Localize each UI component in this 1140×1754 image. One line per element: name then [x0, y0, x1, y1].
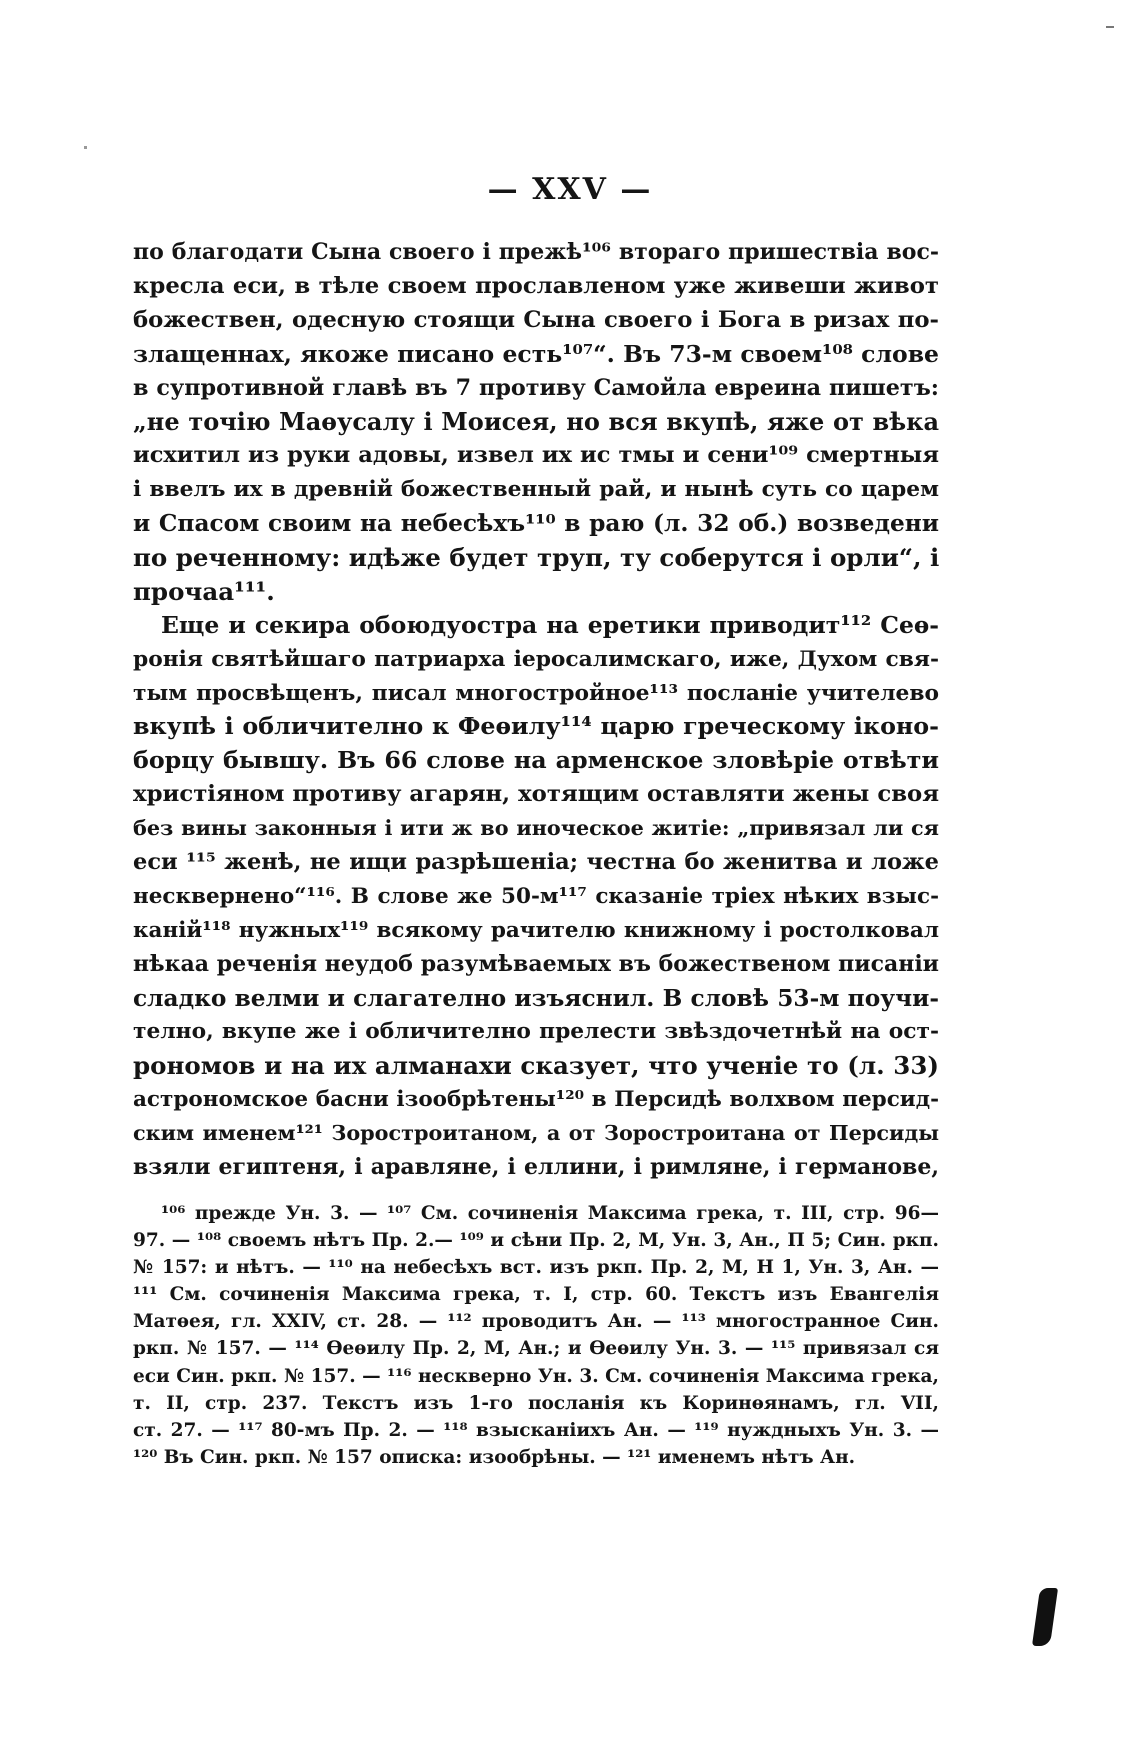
- footnote-line: ркп. № 157. — ¹¹⁴ Ѳеѳилу Пр. 2, М, Ан.; и Ѳеѳилу Ун. 3. — ¹¹⁵ привязал ся: [133, 1338, 939, 1360]
- body-line: нескверненo“¹¹⁶. В слове же 50-м¹¹⁷ сказаніе тріех нѣких взыс-: [133, 883, 939, 909]
- body-line: в супротивной главѣ въ 7 противу Самойла евреина пишетъ:: [133, 374, 939, 401]
- body-text: [133, 236, 939, 1185]
- body-line: без вины законныя і ити ж во иноческое житіе: „привязал ли ся: [133, 816, 939, 841]
- body-line: еси ¹¹⁵ женѣ, не ищи разрѣшеніа; честна бо женитва и ложе: [133, 849, 939, 876]
- body-line: телно, вкупе же і обличително прелести звѣздочетнѣй на ост-: [133, 1019, 939, 1045]
- body-line: прочаа¹¹¹.: [133, 576, 275, 606]
- body-line: божествен, одесную стоящи Сына своего і Бога в ризах по-: [133, 306, 939, 333]
- ink-blot: [1032, 1588, 1058, 1646]
- footnote-line: т. II, стр. 237. Текстъ изъ 1-го посланія къ Коринѳянамъ, гл. VII,: [133, 1392, 939, 1414]
- body-line: и Спасом своим на небесѣхъ¹¹⁰ в раю (л. 32 об.) возведени: [133, 510, 939, 538]
- footnotes: [133, 1200, 939, 1471]
- body-line: каній¹¹⁸ нужных¹¹⁹ всякому рачителю книжному і ростолковал: [133, 917, 939, 943]
- body-line: кресла еси, в тѣле своем прославленом уже живеши живот: [133, 272, 939, 299]
- body-line: ским именем¹²¹ Зоростроитаном, а от Зоростроитана от Персиды: [133, 1121, 939, 1146]
- body-line: сладко велми и слагателно изъяснил. В словѣ 53-м поучи-: [133, 984, 939, 1012]
- body-line: христіяном противу агарян, хотящим оставляти жены своя: [133, 781, 939, 808]
- body-line: взяли египтеня, і аравляне, і еллини, і римляне, і германове,: [133, 1154, 939, 1181]
- body-line: исхитил из руки адовы, извел их ис тмы и сени¹⁰⁹ смертныя: [133, 442, 939, 469]
- page-number: — XXV —: [487, 172, 653, 207]
- body-line: Еще и секира обоюдуостра на еретики приводит¹¹² Сеѳ-: [161, 610, 939, 639]
- footnote-line: 97. — ¹⁰⁸ своемъ нѣтъ Пр. 2.— ¹⁰⁹ и сѣни Пр. 2, М, Ун. 3, Ан., П 5; Син. ркп.: [133, 1230, 939, 1252]
- body-line: по реченному: идѣже будет труп, ту соберутся і орли“, і: [133, 543, 940, 573]
- body-line: рономов и на их алманахи сказует, что ученіе то (л. 33): [133, 1051, 939, 1081]
- footnote-line: ¹²⁰ Въ Син. ркп. № 157 описка: изообрѣны. — ¹²¹ именемъ нѣтъ Ан.: [133, 1446, 856, 1468]
- body-line: по благодати Сына своего і прежѣ¹⁰⁶ втораго пришествіа вос-: [133, 239, 939, 265]
- body-line: борцу бывшу. Въ 66 слове на арменское зловѣріе отвѣти: [133, 746, 939, 775]
- scan-speck: [84, 146, 87, 149]
- footnote-line: еси Син. ркп. № 157. — ¹¹⁶ нескверно Ун. 3. См. сочиненія Максима грека,: [133, 1365, 939, 1387]
- footnote-line: ¹⁰⁶ прежде Ун. 3. — ¹⁰⁷ См. сочиненія Максима грека, т. III, стр. 96—: [161, 1203, 939, 1224]
- footnote-line: ст. 27. — ¹¹⁷ 80-мъ Пр. 2. — ¹¹⁸ взысканіихъ Ан. — ¹¹⁹ нуждныхъ Ун. 3. —: [133, 1419, 939, 1441]
- body-line: нѣкаа реченія неудоб разумѣваемых въ божественом писаніи: [133, 950, 939, 977]
- footnote-line: Матѳея, гл. XXIV, ст. 28. — ¹¹² проводитъ Ан. — ¹¹³ многостранное Син.: [133, 1311, 939, 1333]
- body-line: вкупѣ і обличително к Феѳилу¹¹⁴ царю греческому іконо-: [133, 712, 939, 741]
- footnote-line: ¹¹¹ См. сочиненія Максима грека, т. I, стр. 60. Текстъ изъ Евангелія: [133, 1284, 939, 1306]
- scan-speck: [1106, 26, 1114, 28]
- body-line: „не точію Маѳусалу і Моисея, но вся вкупѣ, яже от вѣка: [133, 407, 939, 437]
- body-line: і ввелъ их в древній божественный рай, и нынѣ суть со царем: [133, 477, 939, 503]
- body-line: злащеннах, якоже писано есть¹⁰⁷“. Въ 73-м своем¹⁰⁸ слове: [133, 339, 939, 368]
- body-line: тым просвѣщенъ, писал многостройное¹¹³ посланіе учителево: [133, 680, 939, 706]
- body-line: астрономское басни ізообрѣтены¹²⁰ в Персидѣ волхвом персид-: [133, 1087, 939, 1113]
- footnote-line: № 157: и нѣтъ. — ¹¹⁰ на небесѣхъ вст. изъ ркп. Пр. 2, М, Н 1, Ун. 3, Ан. —: [133, 1257, 939, 1279]
- body-line: ронія святѣйшаго патриарха іеросалимскаго, иже, Духом свя-: [133, 646, 939, 672]
